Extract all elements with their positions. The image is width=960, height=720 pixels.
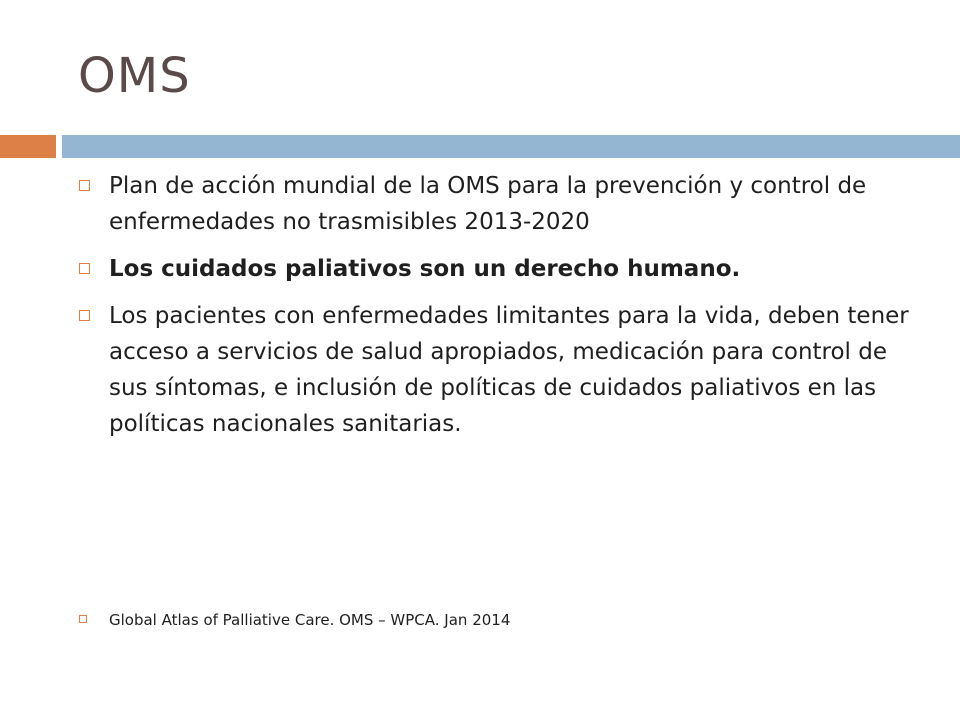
title-divider-bar xyxy=(62,135,960,158)
accent-bar xyxy=(0,135,56,158)
square-bullet-icon xyxy=(79,180,90,191)
footnote-text: Global Atlas of Palliative Care. OMS – WPCA. Jan 2014 xyxy=(109,611,511,629)
footnote-source xyxy=(78,609,918,631)
bullet-text: Los cuidados paliativos son un derecho humano. xyxy=(109,256,741,282)
bullet-item-pacientes xyxy=(78,298,918,442)
bullet-text: Los pacientes con enfermedades limitantes para la vida, deben tener acceso a servicios de salud apropiados, medicación para control de sus síntomas, e inclusión de políticas de cuidados paliativos en las políticas nacionales sanitarias. xyxy=(109,303,909,437)
bullet-text: Plan de acción mundial de la OMS para la prevención y control de enfermedades no trasmisibles 2013-2020 xyxy=(109,173,867,235)
bullet-item-plan xyxy=(78,168,918,240)
square-bullet-icon xyxy=(79,310,90,321)
square-bullet-icon xyxy=(79,263,90,274)
bullet-list xyxy=(78,168,918,453)
slide-title: OMS xyxy=(78,48,191,104)
square-bullet-icon xyxy=(79,615,87,623)
bullet-item-derecho xyxy=(78,251,918,287)
